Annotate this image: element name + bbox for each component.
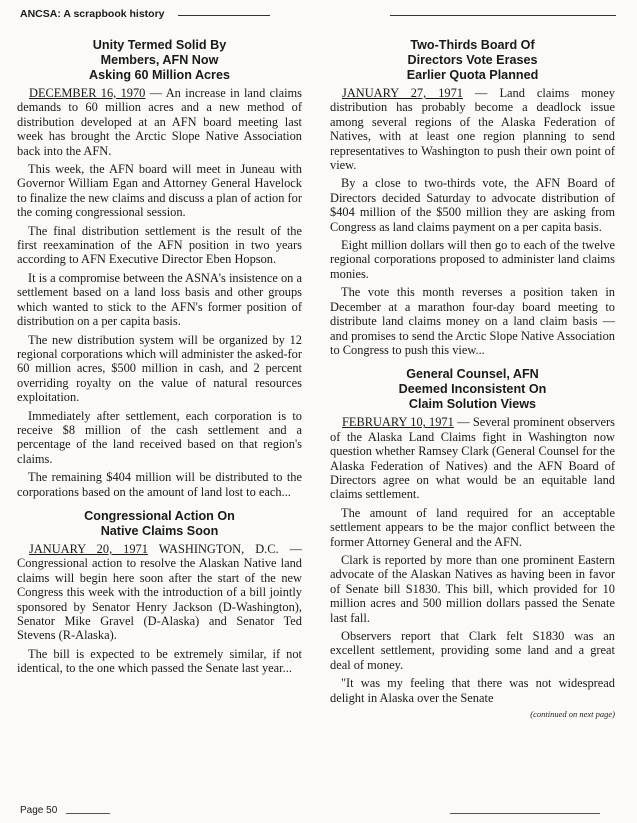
counsel-paragraph-2: The amount of land required for an acceptable settlement appears to be the major conflict between the former Attorney General and the AFN.	[330, 505, 615, 549]
unity-paragraph-4: It is a compromise between the ASNA's insistence on a settlement based on a land loss basis and other groups which wanted to stick to the AFN's former position of distribution on a per capita basis.	[17, 270, 302, 329]
headline-congress: Congressional Action On Native Claims Soon	[84, 508, 235, 538]
headline-unity: Unity Termed Solid By Members, AFN Now Asking 60 Million Acres	[89, 38, 230, 82]
two-thirds-paragraph-3: Eight million dollars will then go to each of the twelve regional corporations proposed to administer land claims monies.	[330, 238, 615, 281]
congress-paragraph-2: The bill is expected to be extremely similar, if not identical, to the one which passed the Senate last year...	[17, 646, 302, 676]
dateline-two-thirds: JANUARY 27, 1971	[342, 86, 463, 100]
running-head: ANCSA: A scrapbook history	[20, 8, 165, 20]
page-number: Page 50	[20, 805, 58, 816]
unity-paragraph-6: Immediately after settlement, each corporation is to receive $8 million of the cash settlement and a percentage of the land received based on that region's claims.	[17, 408, 302, 466]
counsel-paragraph-3: Clark is reported by more than one prominent Eastern advocate of the Alaskan Natives as having been in favor of Senate bill S1830. This bill, which provided for 10 million acres and 500 million dollars passed the Senate last fall.	[330, 552, 615, 625]
unity-paragraph-1: DECEMBER 16, 1970 — An increase in land claims demands to 60 million acres and a new method of distribution developed at an AFN board meeting last week has brought the Arctic Slope Native Association back into the AFN.	[17, 86, 302, 158]
headline-counsel: General Counsel, AFN Deemed Inconsistent On Claim Solution Views	[398, 367, 547, 412]
counsel-paragraph-4: Observers report that Clark felt S1830 was an excellent settlement, providing some land and a great deal of money.	[330, 629, 615, 672]
unity-paragraph-3: The final distribution settlement is the result of the first reexamination of the AFN position in two years according to AFN Executive Director Eben Hopson.	[17, 223, 302, 267]
left-column	[17, 38, 302, 680]
counsel-paragraph-5: "It was my feeling that there was not widespread delight in Alaska over the Senate	[330, 676, 615, 705]
continued-note: (continued on next page)	[530, 709, 615, 720]
unity-paragraph-5: The new distribution system will be organized by 12 regional corporations which will administer the asked-for 60 million acres, $500 million in cash, and 2 percent overriding royalty on the value of natural resources exploitation.	[17, 332, 302, 405]
dateline-counsel: FEBRUARY 10, 1971	[342, 415, 454, 430]
dateline-congress: JANUARY 20, 1971	[29, 541, 148, 556]
unity-paragraph-2: This week, the AFN board will meet in Juneau with Governor William Egan and Attorney General Havelock to finalize the new claims and discuss a plan of action for the coming congressional session.	[17, 162, 302, 220]
header-rule-left	[178, 15, 270, 16]
two-thirds-paragraph-1: JANUARY 27, 1971 — Land claims money distribution has probably become a deadlock issue among several regions of the Alaska Federation of Natives, with at least one region planning to send representatives to Washington to push their own point of view.	[330, 86, 615, 173]
headline-two-thirds: Two-Thirds Board Of Directors Vote Erases Earlier Quota Planned	[406, 38, 539, 82]
header-rule-right	[390, 15, 616, 16]
unity-paragraph-7: The remaining $404 million will be distributed to the corporations based on the amount of land lost to each...	[17, 470, 302, 499]
footer-rule-left	[66, 813, 110, 814]
two-thirds-paragraph-4: The vote this month reverses a position taken in December at a marathon four-day board meeting to distribute land claims money on a land claim basis — and promises to send the Arctic Slope Native Association to Congress to push this view...	[330, 285, 615, 357]
two-thirds-paragraph-2: By a close to two-thirds vote, the AFN Board of Directors decided Saturday to advocate distribution of $404 million of the $500 million they are asking from Congress as land claims payment on a per capita basis.	[330, 176, 615, 234]
dateline-unity: DECEMBER 16, 1970	[29, 86, 146, 100]
footer-rule-right	[450, 813, 600, 814]
right-column	[330, 38, 615, 719]
congress-paragraph-1: JANUARY 20, 1971 WASHINGTON, D.C. — Congressional action to resolve the Alaskan Native land claims will begin here soon after the start of the new Congress this week with the introduction of a bill jointly sponsored by Senator Henry Jackson (D-Washington), Senator Mike Gravel (D-Alaska) and Senator Ted Stevens (R-Alaska).	[17, 541, 302, 643]
counsel-paragraph-1: FEBRUARY 10, 1971 — Several prominent observers of the Alaska Land Claims fight in Washington now question whether Ramsey Clark (General Counsel for the Alaska Federation of Natives) and the AFN Board of Directors agree on what would be an equitable land claims settlement.	[330, 415, 615, 502]
